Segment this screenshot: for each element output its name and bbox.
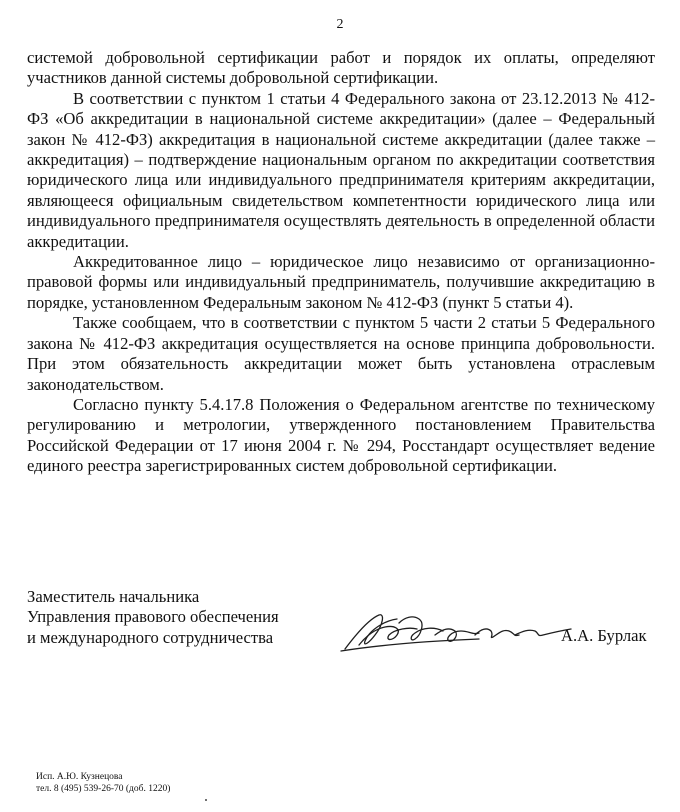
paragraph: системой добровольной сертификации работ и порядок их оплаты, определяют участников данной системы добровольной сертификации. xyxy=(27,48,655,88)
signature-block xyxy=(27,587,655,657)
handwritten-signature xyxy=(339,605,589,653)
executor-name: Исп. А.Ю. Кузнецова xyxy=(36,772,123,782)
position-line: и международного сотрудничества xyxy=(27,627,274,647)
paragraph: Также сообщаем, что в соответствии с пунктом 5 части 2 статьи 5 Федерального закона № 412-ФЗ аккредитация осуществляется на основе принципа добровольности. При этом обязательность аккредитации может быть установлена отраслевым законодательством. xyxy=(27,313,655,394)
executor-phone: тел. 8 (495) 539-26-70 (доб. 1220) xyxy=(36,784,171,794)
signer-name: А.А. Бурлак xyxy=(561,626,647,645)
scan-speck xyxy=(205,799,207,801)
signatory-position xyxy=(27,587,279,648)
position-line: Управления правового обеспечения xyxy=(27,607,279,627)
position-line: Заместитель начальника xyxy=(27,587,200,606)
executor-info xyxy=(36,771,170,795)
paragraph: Согласно пункту 5.4.17.8 Положения о Федеральном агентстве по техническому регулированию и метрологии, утвержденного постановлением Правительства Российской Федерации от 17 июня 2004 г. № 294, Росстандарт осуществляет ведение единого реестра зарегистрированных систем добровольной сертификации. xyxy=(27,394,655,476)
page-number: 2 xyxy=(336,17,344,32)
paragraph: Аккредитованное лицо – юридическое лицо независимо от организационно-правовой формы или индивидуальный предприниматель, получившие аккредитацию в порядке, установленном Федеральным законом № 412-ФЗ (пункт 5 статьи 4). xyxy=(27,252,655,312)
letter-body xyxy=(27,48,655,477)
paragraph: В соответствии с пунктом 1 статьи 4 Федерального закона от 23.12.2013 № 412-ФЗ «Об аккредитации в национальной системе аккредитации» (далее – Федеральный закон № 412-ФЗ) аккредитация в национальной системе аккредитации (далее также – аккредитация) – подтверждение национальным органом по аккредитации соответствия юридического лица или индивидуального предпринимателя критериям аккредитации, являющееся официальным свидетельством компетентности юридического лица или индивидуального предпринимателя осуществлять деятельность в определенной области аккредитации. xyxy=(27,88,655,251)
